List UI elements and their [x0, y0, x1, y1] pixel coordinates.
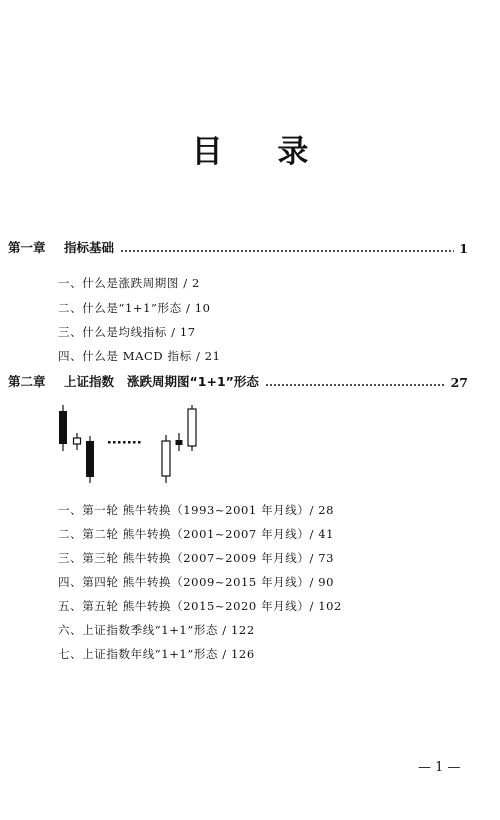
- toc-item[interactable]: 一、什么是涨跌周期图 / 2: [58, 276, 200, 290]
- chapter-1-entry[interactable]: [8, 236, 468, 256]
- page-title: 目 录: [191, 134, 331, 170]
- chapter-title: 上证指数 涨跌周期图“1+1”形态: [64, 374, 259, 389]
- toc-item[interactable]: 四、什么是 MACD 指标 / 21: [58, 349, 221, 363]
- dot-leader: [120, 249, 454, 253]
- toc-item[interactable]: 七、上证指数年线“1+1”形态 / 126: [58, 647, 255, 661]
- black-candle-2-icon: [86, 436, 94, 483]
- white-candle-1-icon: [162, 435, 170, 483]
- chapter-2-entry[interactable]: [8, 370, 468, 390]
- toc-item[interactable]: 四、第四轮 熊牛转换（2009~2015 年月线）/ 90: [58, 575, 335, 589]
- small-white-candle-icon: [74, 433, 81, 450]
- dot-leader: [265, 383, 446, 387]
- toc-item[interactable]: 二、什么是“1+1”形态 / 10: [58, 301, 211, 315]
- toc-item[interactable]: 三、第三轮 熊牛转换（2007~2009 年月线）/ 73: [58, 551, 335, 565]
- candlestick-illustration: [55, 405, 205, 485]
- chapter-number: 第一章: [8, 240, 46, 255]
- doji-candle-icon: [176, 433, 183, 451]
- toc-item[interactable]: 六、上证指数季线“1+1”形态 / 122: [58, 623, 255, 637]
- toc-item[interactable]: 一、第一轮 熊牛转换（1993~2001 年月线）/ 28: [58, 503, 335, 517]
- toc-item[interactable]: 五、第五轮 熊牛转换（2015~2020 年月线）/ 102: [58, 599, 342, 613]
- black-candle-1-icon: [59, 405, 67, 451]
- chapter-page-number: 27: [450, 375, 468, 390]
- toc-item[interactable]: 三、什么是均线指标 / 17: [58, 325, 196, 339]
- toc-item[interactable]: 二、第二轮 熊牛转换（2001~2007 年月线）/ 41: [58, 527, 335, 541]
- chapter-page-number: 1: [459, 241, 468, 256]
- chapter-number: 第二章: [8, 374, 46, 389]
- chapter-title: 指标基础: [64, 240, 115, 255]
- white-candle-2-icon: [188, 405, 196, 451]
- page-number-footer: — 1 —: [418, 760, 461, 775]
- ellipsis-dots-icon: [108, 441, 141, 444]
